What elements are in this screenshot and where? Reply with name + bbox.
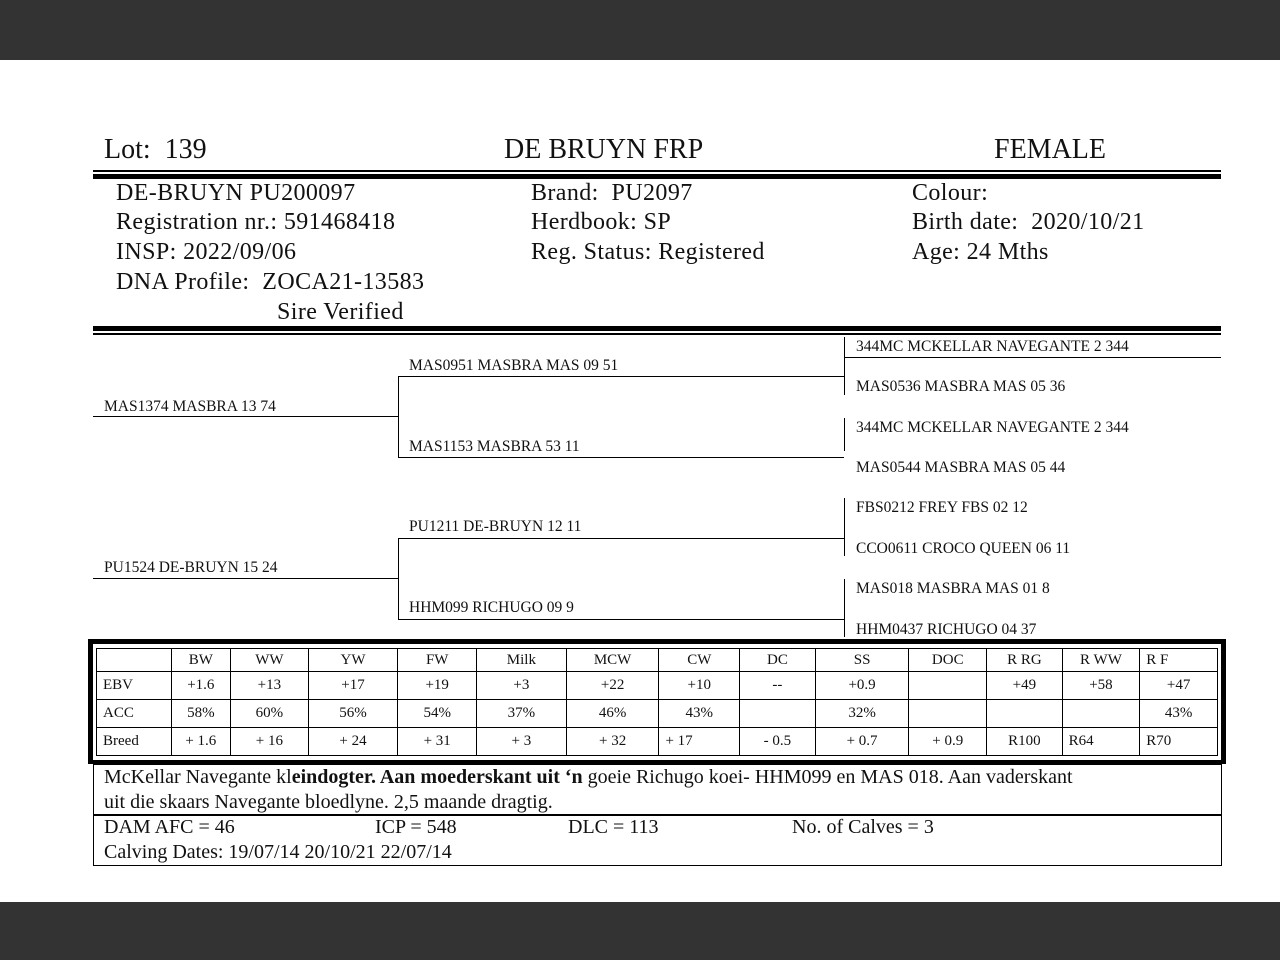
dna-value: ZOCA21-13583 (262, 269, 425, 295)
sire-dam-label: MAS1153 MASBRA 53 11 (409, 438, 580, 455)
ebv-frame-top (88, 639, 1226, 644)
sire-dam-line (398, 457, 844, 458)
ebv-cell: 54% (398, 700, 477, 728)
lot-heading (104, 134, 207, 166)
ebv-cell: EBV (97, 672, 172, 700)
ebv-header-cell: WW (231, 649, 309, 672)
remarks-line-1 (104, 765, 1073, 790)
sire-line (93, 416, 398, 417)
ebv-cell: +17 (308, 672, 398, 700)
ebv-header-cell: BW (171, 649, 230, 672)
ebv-cell: +49 (987, 672, 1063, 700)
ebv-cell: + 0.9 (909, 728, 987, 756)
ebv-cell: -- (740, 672, 816, 700)
info-rule-thin (93, 333, 1221, 335)
dam-dam-label: HHM099 RICHUGO 09 9 (409, 599, 574, 616)
sire-sire-line (398, 376, 844, 377)
ebv-frame-left (88, 639, 93, 764)
ebv-cell: 58% (171, 700, 230, 728)
top-letterbox (0, 0, 1280, 60)
ggp-1-line (844, 357, 1221, 358)
ggp-bracket-1 (844, 337, 845, 395)
header-rule-thin (93, 170, 1221, 172)
dam-afc: DAM AFC = 46 (104, 816, 235, 838)
birth-label: Birth date: (912, 209, 1019, 235)
ebv-cell: + 32 (566, 728, 659, 756)
ebv-header-cell: R RG (987, 649, 1063, 672)
ebv-header-cell: FW (398, 649, 477, 672)
ebv-cell: + 3 (477, 728, 567, 756)
ebv-cell (740, 700, 816, 728)
ebv-header-cell: MCW (566, 649, 659, 672)
dam-icp: ICP = 548 (375, 816, 457, 838)
ebv-cell: ACC (97, 700, 172, 728)
dam-line (93, 578, 398, 579)
ggp-3-label: 344MC MCKELLAR NAVEGANTE 2 344 (856, 419, 1129, 436)
ebv-cell: R100 (987, 728, 1063, 756)
dam-dlc: DLC = 113 (568, 816, 659, 838)
ebv-header-cell: DC (740, 649, 816, 672)
animal-name: DE-BRUYN PU200097 (116, 180, 356, 206)
brand (531, 180, 693, 207)
ebv-row-breed (97, 728, 1218, 756)
ebv-cell: 43% (1140, 700, 1218, 728)
sire-sire-label: MAS0951 MASBRA MAS 09 51 (409, 357, 619, 374)
ebv-cell: 60% (231, 700, 309, 728)
ebv-cell: - 0.5 (740, 728, 816, 756)
ebv-header-cell: R WW (1062, 649, 1140, 672)
registration-number: Registration nr.: 591468418 (116, 209, 396, 235)
ebv-cell: R64 (1062, 728, 1140, 756)
sire-bracket (398, 376, 399, 457)
ebv-cell: 32% (815, 700, 909, 728)
ebv-cell (987, 700, 1063, 728)
ebv-table (96, 648, 1218, 756)
dam-label: PU1524 DE-BRUYN 15 24 (104, 559, 278, 576)
insp-date: INSP: 2022/09/06 (116, 239, 297, 265)
ebv-header-row (97, 649, 1218, 672)
ebv-cell: +0.9 (815, 672, 909, 700)
remarks-text-bold: eindogter. Aan moederskant uit ‘n (291, 766, 583, 788)
remarks-line-2: uit die skaars Navegante bloedlyne. 2,5 maande dragtig. (104, 791, 553, 813)
ebv-cell: +10 (659, 672, 740, 700)
ebv-cell: +22 (566, 672, 659, 700)
ggp-1-label: 344MC MCKELLAR NAVEGANTE 2 344 (856, 338, 1129, 355)
sex-label: FEMALE (994, 134, 1106, 165)
dna-label: DNA Profile: (116, 269, 250, 295)
remarks-text-1: McKellar Navegante kl (104, 766, 292, 788)
breeder-name: DE BRUYN FRP (504, 134, 704, 165)
sire-label: MAS1374 MASBRA 13 74 (104, 398, 276, 415)
ebv-cell: +13 (231, 672, 309, 700)
reg-status: Reg. Status: Registered (531, 239, 765, 265)
ebv-cell: R70 (1140, 728, 1218, 756)
ebv-header-cell: R F (1140, 649, 1218, 672)
sire-verified: Sire Verified (277, 299, 404, 325)
dam-sire-line (398, 538, 844, 539)
remarks-text-2: goeie Richugo koei- HHM099 en MAS 018. Aan vaderskant (582, 766, 1073, 788)
ggp-7-label: MAS018 MASBRA MAS 01 8 (856, 580, 1050, 597)
ebv-cell: +1.6 (171, 672, 230, 700)
ebv-cell: + 24 (308, 728, 398, 756)
ggp-4-label: MAS0544 MASBRA MAS 05 44 (856, 459, 1066, 476)
ebv-cell: 46% (566, 700, 659, 728)
ebv-row-acc (97, 700, 1218, 728)
birth-date (912, 209, 1145, 236)
brand-value: PU2097 (611, 180, 693, 206)
ebv-cell: +19 (398, 672, 477, 700)
ggp-2-label: MAS0536 MASBRA MAS 05 36 (856, 378, 1066, 395)
ebv-cell: 43% (659, 700, 740, 728)
ggp-5-label: FBS0212 FREY FBS 02 12 (856, 499, 1028, 516)
ebv-header-cell: SS (815, 649, 909, 672)
ebv-header-cell: Milk (477, 649, 567, 672)
colour: Colour: (912, 180, 989, 206)
ebv-cell (909, 700, 987, 728)
ebv-cell: +47 (1140, 672, 1218, 700)
ebv-cell: + 16 (231, 728, 309, 756)
ggp-8-label: HHM0437 RICHUGO 04 37 (856, 621, 1037, 638)
ebv-cell: Breed (97, 728, 172, 756)
ebv-cell: + 31 (398, 728, 477, 756)
dam-calves: No. of Calves = 3 (792, 816, 934, 838)
lot-label: Lot: (104, 134, 151, 165)
ggp-6-label: CCO0611 CROCO QUEEN 06 11 (856, 540, 1071, 557)
dam-bracket (398, 538, 399, 619)
dam-dam-line (398, 619, 844, 620)
ggp-bracket-3 (844, 498, 845, 556)
ebv-cell (909, 672, 987, 700)
ebv-header-cell: DOC (909, 649, 987, 672)
dam-sire-label: PU1211 DE-BRUYN 12 11 (409, 518, 582, 535)
dna-profile (116, 269, 424, 296)
ebv-cell: + 17 (659, 728, 740, 756)
ebv-header-cell: CW (659, 649, 740, 672)
ebv-header-cell (97, 649, 172, 672)
ggp-bracket-4 (844, 579, 845, 637)
brand-label: Brand: (531, 180, 599, 206)
info-rule-thick (93, 326, 1221, 331)
calving-dates: Calving Dates: 19/07/14 20/10/21 22/07/14 (104, 841, 452, 863)
ebv-frame-right (1221, 639, 1226, 764)
ggp-bracket-2 (844, 418, 845, 451)
lot-number: 139 (164, 134, 207, 165)
ebv-cell: 37% (477, 700, 567, 728)
ebv-cell: +3 (477, 672, 567, 700)
bottom-letterbox (0, 902, 1280, 960)
ebv-header-cell: YW (308, 649, 398, 672)
header-rule-thick (93, 174, 1221, 179)
ebv-cell (1062, 700, 1140, 728)
ebv-cell: 56% (308, 700, 398, 728)
ebv-cell: +58 (1062, 672, 1140, 700)
age: Age: 24 Mths (912, 239, 1049, 265)
ebv-row-ebv (97, 672, 1218, 700)
ebv-cell: + 0.7 (815, 728, 909, 756)
herdbook: Herdbook: SP (531, 209, 672, 235)
ebv-cell: + 1.6 (171, 728, 230, 756)
birth-value: 2020/10/21 (1031, 209, 1145, 235)
